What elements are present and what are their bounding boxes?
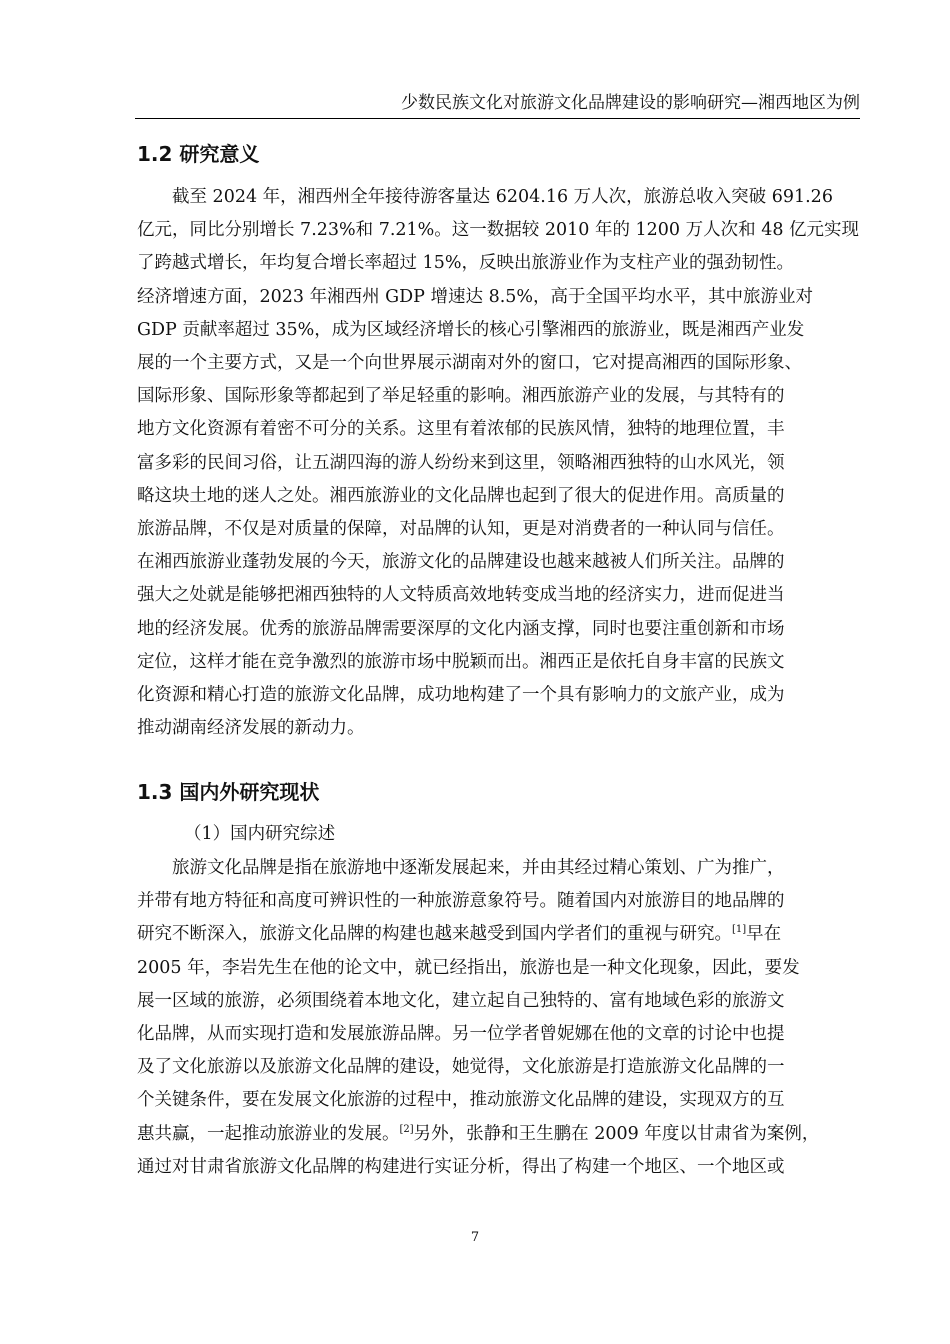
text-line: 展一区域的旅游，必须围绕着本地文化，建立起自己独特的、富有地域色彩的旅游文 [137,990,785,1011]
text-line: 截至 2024 年，湘西州全年接待游客量达 6204.16 万人次，旅游总收入突破 691.26 [137,187,833,207]
text-line: 国际形象、国际形象等都起到了举足轻重的影响。湘西旅游产业的发展，与其特有的 [137,386,785,407]
text-line [137,918,861,951]
text-line: 经济增速方面，2023 年湘西州 GDP 增速达 8.5%，高于全国平均水平，其中旅游业对 [137,286,814,307]
running-header: 少数民族文化对旅游文化品牌建设的影响研究—湘西地区为例 [135,88,860,119]
paragraph-domestic-review [137,852,861,1184]
text-line: 了跨越式增长，年均复合增长率超过 15%，反映出旅游业作为支柱产业的强劲韧性。 [137,253,794,274]
text-line: 个关键条件，要在发展文化旅游的过程中，推动旅游文化品牌的建设，实现双方的互 [137,1090,785,1111]
text-line: 定位，这样才能在竞争激烈的旅游市场中脱颖而出。湘西正是依托自身丰富的民族文 [137,651,785,672]
text-segment: 研究不断深入，旅游文化品牌的构建也越来越受到国内学者们的重视与研究。 [137,924,732,945]
page-number: 7 [470,1230,480,1245]
text-line: 亿元，同比分别增长 7.23%和 7.21%。这一数据较 2010 年的 1200 万人次和 48 亿元实现 [137,220,860,241]
text-line: 推动湖南经济发展的新动力。 [137,718,365,739]
section-heading-1-2: 1.2 研究意义 [137,142,260,166]
text-line: 在湘西旅游业蓬勃发展的今天，旅游文化的品牌建设也越来越被人们所关注。品牌的 [137,552,785,573]
text-line: 化品牌，从而实现打造和发展旅游品牌。另一位学者曾妮娜在他的文章的讨论中也提 [137,1024,785,1045]
text-line: 地方文化资源有着密不可分的关系。这里有着浓郁的民族风情，独特的地理位置，丰 [137,419,785,440]
text-line: GDP 贡献率超过 35%，成为区域经济增长的核心引擎湘西的旅游业，既是湘西产业发 [137,319,805,340]
text-line [137,1118,861,1151]
paragraph-research-significance [137,181,861,745]
citation-ref-2[interactable]: [2] [399,1123,414,1135]
text-line: 2005 年，李岩先生在他的论文中，就已经指出，旅游也是一种文化现象，因此，要发 [137,957,800,978]
text-line: 强大之处就是能够把湘西独特的人文特质高效地转变成当地的经济实力，进而促进当 [137,585,785,606]
text-line: 略这块土地的迷人之处。湘西旅游业的文化品牌也起到了很大的促进作用。高质量的 [137,485,785,506]
citation-ref-1[interactable]: [1] [732,924,747,936]
text-line: 富多彩的民间习俗，让五湖四海的游人纷纷来到这里，领略湘西独特的山水风光，领 [137,452,785,473]
text-line: 化资源和精心打造的旅游文化品牌，成功地构建了一个具有影响力的文旅产业，成为 [137,685,785,706]
text-segment: 早在 [746,924,782,945]
text-line: 旅游品牌，不仅是对质量的保障，对品牌的认知，更是对消费者的一种认同与信任。 [137,519,785,540]
text-line: 展的一个主要方式，又是一个向世界展示湖南对外的窗口，它对提高湘西的国际形象、 [137,353,802,374]
text-line: 并带有地方特征和高度可辨识性的一种旅游意象符号。随着国内对旅游目的地品牌的 [137,891,785,912]
text-line: 旅游文化品牌是指在旅游地中逐渐发展起来，并由其经过精心策划、广为推广， [137,858,785,878]
text-segment: 另外，张静和王生鹏在 2009 年度以甘肃省为案例， [413,1123,820,1144]
text-line: 通过对甘肃省旅游文化品牌的构建进行实证分析，得出了构建一个地区、一个地区或 [137,1156,785,1177]
section-heading-1-3: 1.3 国内外研究现状 [137,780,320,804]
subsection-heading-domestic-review: （1）国内研究综述 [184,824,336,844]
text-line: 及了文化旅游以及旅游文化品牌的建设，她觉得，文化旅游是打造旅游文化品牌的一 [137,1057,785,1078]
text-line: 地的经济发展。优秀的旅游品牌需要深厚的文化内涵支撑，同时也要注重创新和市场 [137,618,785,639]
text-segment: 惠共赢，一起推动旅游业的发展。 [137,1123,400,1144]
